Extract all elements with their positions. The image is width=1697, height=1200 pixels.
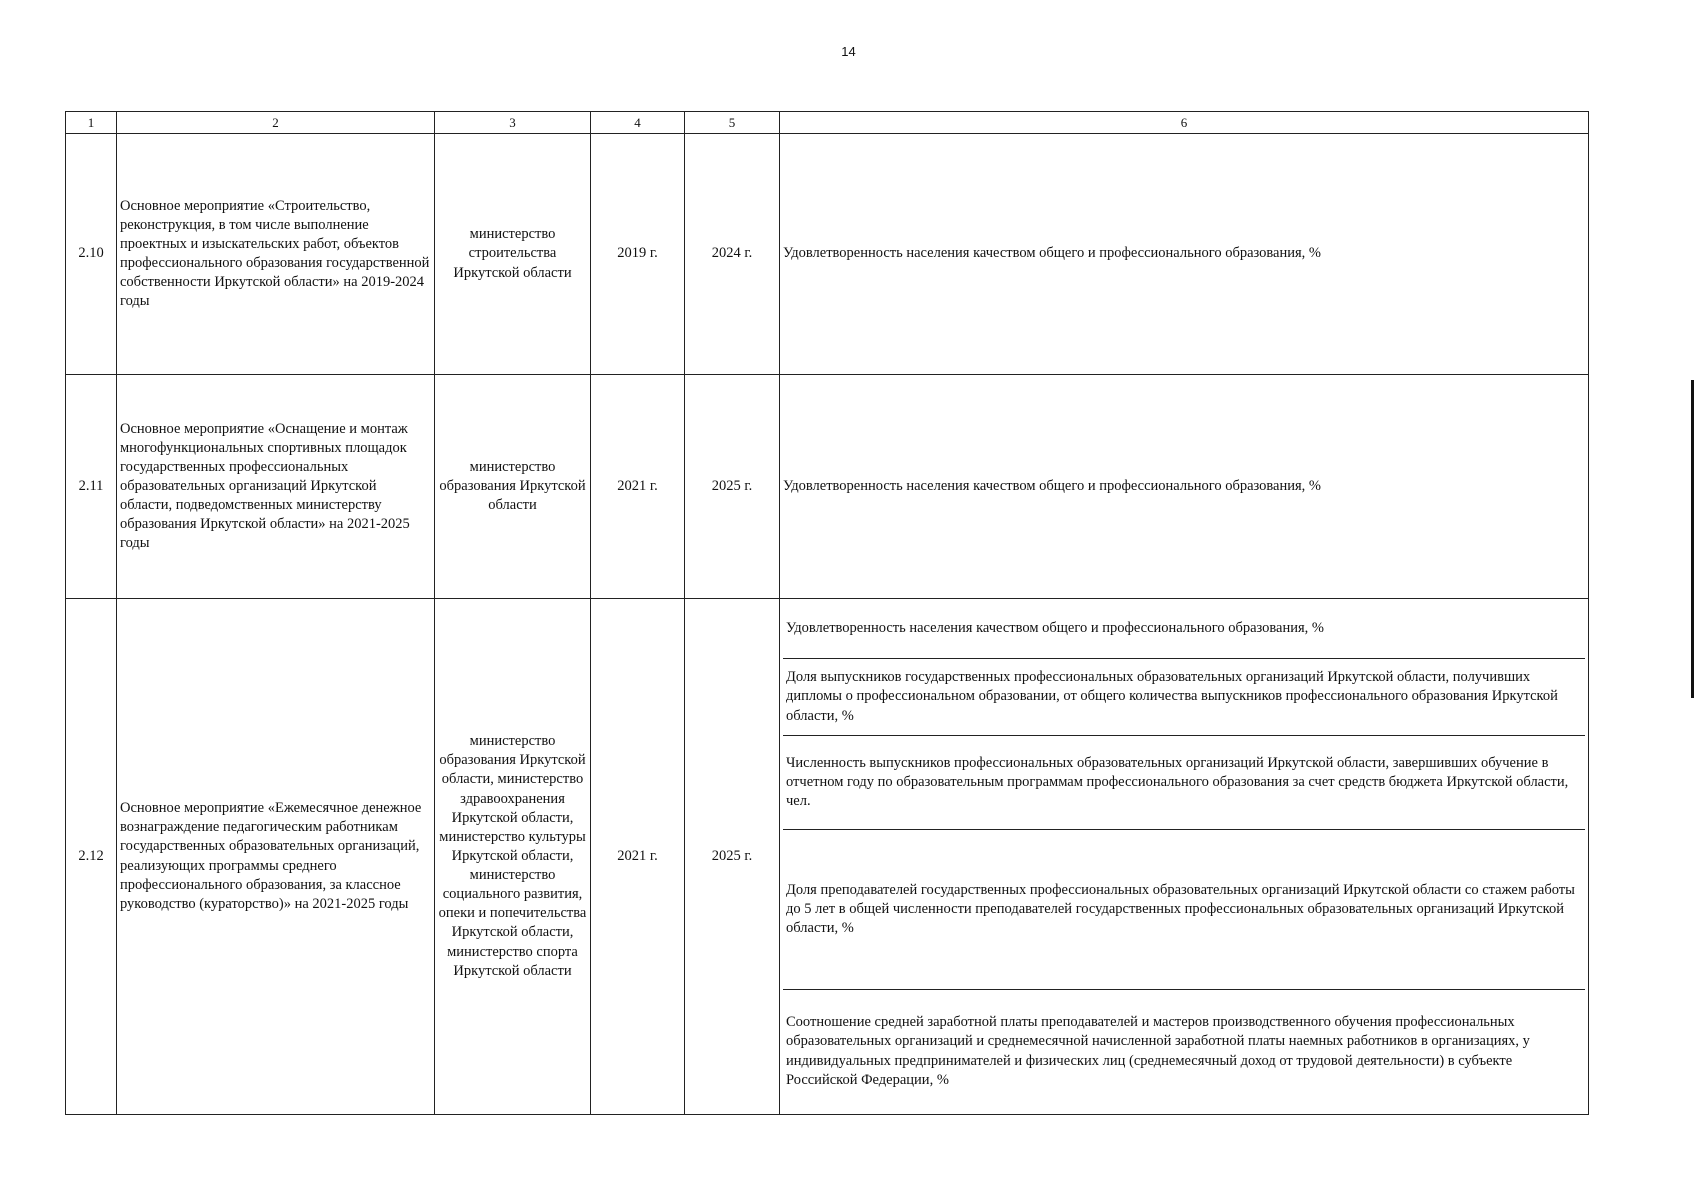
start-year: 2021 г. <box>591 375 685 599</box>
indicator: Удовлетворенность населения качеством общего и профессионального образования, % <box>780 134 1589 375</box>
end-year: 2024 г. <box>685 134 780 375</box>
table-row <box>66 134 1589 375</box>
margin-mark <box>1691 380 1694 698</box>
row-number: 2.10 <box>66 134 117 375</box>
column-number: 1 <box>66 112 117 134</box>
indicator: Соотношение средней заработной платы преподавателей и мастеров производственного обучения профессиональных образовательных организаций и среднемесячной начисленной заработной платы наемных работников в организациях, у индивидуальных предпринимателей и физических лиц (среднемесячный доход от трудовой деятельности) в субъекте Российской Федерации, % <box>786 1014 1530 1088</box>
column-number-row <box>66 112 1589 134</box>
column-number: 6 <box>780 112 1589 134</box>
row-number: 2.11 <box>66 375 117 599</box>
activity-name: Основное мероприятие «Ежемесячное денежное вознаграждение педагогическим работникам государственных образовательных организаций, реализующих программы среднего профессионального образования, за классное руководство (кураторство)» на 2021-2025 годы <box>117 599 435 1115</box>
indicator: Удовлетворенность населения качеством общего и профессионального образования, % <box>780 375 1589 599</box>
table-row <box>66 599 1589 1115</box>
activity-name: Основное мероприятие «Оснащение и монтаж многофункциональных спортивных площадок государственных профессиональных образовательных организаций Иркутской области, подведомственных министерству образования Иркутской области» на 2021-2025 годы <box>117 375 435 599</box>
executor: министерство образования Иркутской области <box>435 375 591 599</box>
row-number: 2.12 <box>66 599 117 1115</box>
activity-name: Основное мероприятие «Строительство, реконструкция, в том числе выполнение проектных и изыскательских работ, объектов профессионального образования государственной собственности Иркутской области» на 2019-2024 годы <box>117 134 435 375</box>
start-year: 2019 г. <box>591 134 685 375</box>
start-year: 2021 г. <box>591 599 685 1115</box>
indicator: Удовлетворенность населения качеством общего и профессионального образования, % <box>783 600 1585 659</box>
table-row <box>66 375 1589 599</box>
executor: министерство строительства Иркутской области <box>435 134 591 375</box>
column-number: 4 <box>591 112 685 134</box>
indicator-list <box>780 599 1589 1115</box>
column-number: 5 <box>685 112 780 134</box>
page-number: 14 <box>841 44 856 59</box>
end-year: 2025 г. <box>685 599 780 1115</box>
program-table <box>65 111 1589 1115</box>
column-number: 2 <box>117 112 435 134</box>
end-year: 2025 г. <box>685 375 780 599</box>
indicator: Доля преподавателей государственных профессиональных образовательных организаций Иркутской области со стажем работы до 5 лет в общей численности преподавателей государственных профессиональных образовательных организаций Иркутской области, % <box>783 830 1585 990</box>
indicator: Доля выпускников государственных профессиональных образовательных организаций Иркутской области, получивших дипломы о профессиональном образовании, от общего количества выпускников профессионального образования Иркутской области, % <box>783 659 1585 736</box>
executor: министерство образования Иркутской области, министерство здравоохранения Иркутской области, министерство культуры Иркутской области, министерство социального развития, опеки и попечительства Иркутской области, министерство спорта Иркутской области <box>435 599 591 1115</box>
column-number: 3 <box>435 112 591 134</box>
indicator: Численность выпускников профессиональных образовательных организаций Иркутской области, завершивших обучение в отчетном году по образовательным программам профессионального образования за счет средств бюджета Иркутской области, чел. <box>783 736 1585 830</box>
